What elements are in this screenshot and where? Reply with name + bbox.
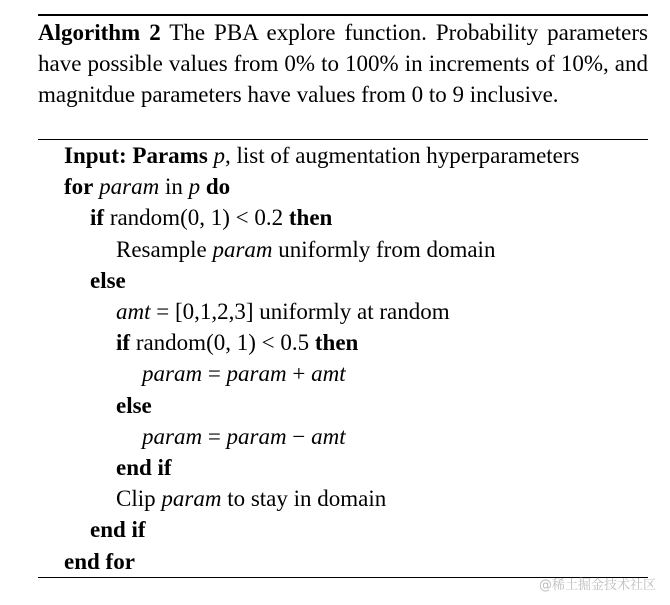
- math-variable: p: [213, 143, 226, 168]
- line-text: to stay in domain: [221, 486, 387, 512]
- algorithm-line: [64, 171, 230, 202]
- keyword: if: [90, 205, 105, 231]
- line-text: uniformly from domain: [272, 236, 496, 262]
- line-text: in: [159, 174, 189, 200]
- line-text: −: [286, 423, 312, 449]
- line-text: Resample: [116, 236, 213, 262]
- math-variable: param: [212, 236, 273, 262]
- algorithm-line: [116, 390, 152, 421]
- keyword: Params: [132, 143, 208, 168]
- keyword: do: [205, 174, 231, 200]
- algorithm-line: [116, 452, 172, 483]
- line-text: random(0, 1) < 0.2: [104, 205, 289, 231]
- math-variable: amt: [311, 361, 346, 387]
- algorithm-caption-text: The PBA explore function. Probability parameters have possible values from 0% to 100% in increments of 10%, and magnitdue parameters have values from 0 to 9 inclusive.: [38, 20, 648, 107]
- algorithm-line: [116, 296, 450, 327]
- line-text: , list of augmentation hyperparameters: [225, 143, 580, 168]
- algorithm-line: [64, 546, 135, 577]
- keyword: end for: [64, 548, 135, 574]
- line-text: +: [286, 361, 312, 387]
- math-variable: amt: [116, 299, 151, 324]
- line-text: = [0,1,2,3] uniformly at random: [150, 299, 450, 324]
- algorithm-line: [142, 358, 346, 389]
- math-variable: param: [226, 423, 287, 449]
- algorithm-line: [116, 234, 495, 265]
- algorithm-line: [116, 327, 358, 358]
- keyword: else: [116, 392, 152, 418]
- keyword: end if: [90, 517, 146, 543]
- line-text: =: [202, 423, 227, 449]
- math-variable: param: [161, 486, 222, 512]
- algorithm-line: [90, 514, 146, 545]
- algorithm-line: [90, 265, 126, 296]
- algorithm-label: Algorithm 2: [38, 20, 161, 45]
- keyword: if: [116, 330, 131, 356]
- math-variable: param: [99, 174, 160, 200]
- keyword: else: [90, 267, 126, 293]
- keyword: for: [64, 174, 94, 200]
- algorithm-line: [64, 140, 580, 171]
- algorithm-caption: [38, 17, 648, 110]
- line-text: =: [202, 361, 227, 387]
- top-rule: [38, 14, 648, 16]
- math-variable: param: [226, 361, 287, 387]
- math-variable: param: [142, 361, 203, 387]
- math-variable: amt: [311, 423, 346, 449]
- algorithm-line: [116, 483, 386, 514]
- watermark: @稀土掘金技术社区: [538, 578, 656, 593]
- line-text: random(0, 1) < 0.5: [130, 330, 315, 356]
- math-variable: p: [188, 174, 201, 200]
- keyword: Input:: [64, 143, 127, 168]
- math-variable: param: [142, 423, 203, 449]
- keyword: then: [314, 330, 359, 356]
- algorithm-line: [90, 202, 332, 233]
- keyword: then: [288, 205, 333, 231]
- algorithm-line: [142, 421, 346, 452]
- keyword: end if: [116, 455, 172, 480]
- line-text: Clip: [116, 486, 162, 512]
